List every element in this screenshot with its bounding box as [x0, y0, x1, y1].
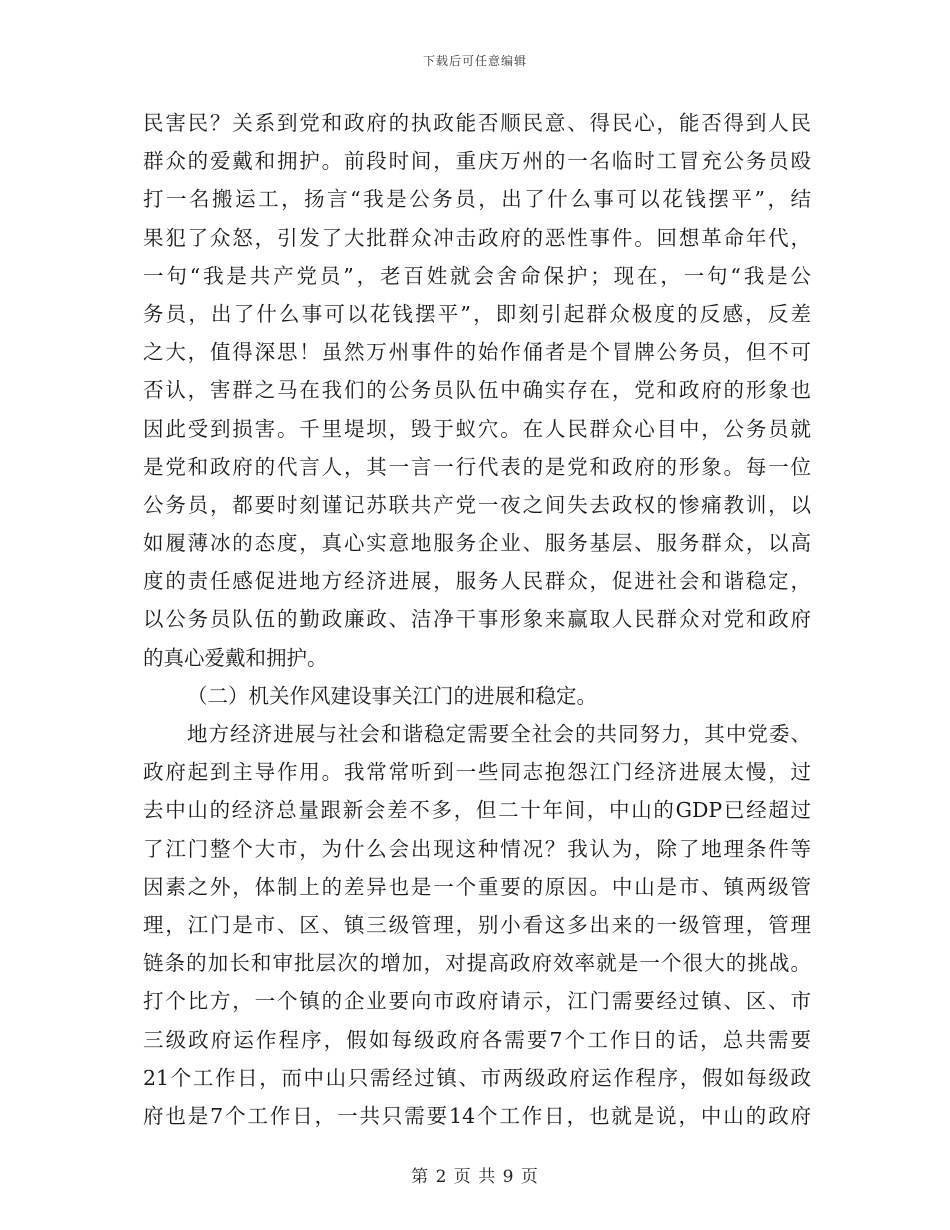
text-line: 如履薄冰的态度，真心实意地服务企业、服务基层、服务群众，以高 — [143, 531, 811, 556]
page-header-note: 下载后可任意编辑 — [422, 54, 527, 68]
text-line: 因素之外，体制上的差异也是一个重要的原因。中山是市、镇两级管 — [143, 874, 811, 899]
text-line: 21个工作日，而中山只需经过镇、市两级政府运作程序，假如每级政 — [143, 1065, 811, 1090]
text-line: 去中山的经济总量跟新会差不多，但二十年间，中山的GDP已经超过 — [143, 798, 811, 823]
document-body — [143, 104, 811, 1135]
text-line: 因此受到损害。千里堤坝，毁于蚁穴。在人民群众心目中，公务员就 — [143, 416, 811, 441]
paragraph-first-line: 地方经济进展与社会和谐稳定需要全社会的共同努力，其中党委、 — [187, 722, 811, 746]
text-line: 务员，出了什么事可以花钱摆平”，即刻引起群众极度的反感，反差 — [143, 301, 811, 326]
text-line: 公务员，都要时刻谨记苏联共产党一夜之间失去政权的惨痛教训，以 — [143, 492, 811, 517]
text-line: 打一名搬运工，扬言“我是公务员，出了什么事可以花钱摆平”，结 — [143, 187, 811, 212]
text-line: 以公务员队伍的勤政廉政、洁净干事形象来赢取人民群众对党和政府 — [143, 607, 811, 632]
text-line: 打个比方，一个镇的企业要向市政府请示，江门需要经过镇、区、市 — [143, 989, 811, 1014]
text-line: 理，江门是市、区、镇三级管理，别小看这多出来的一级管理，管理 — [143, 912, 811, 937]
text-line: 度的责任感促进地方经济进展，服务人民群众，促进社会和谐稳定， — [143, 569, 811, 594]
text-line: 政府起到主导作用。我常常听到一些同志抱怨江门经济进展太慢，过 — [143, 760, 811, 785]
text-line: 链条的加长和审批层次的增加，对提高政府效率就是一个很大的挑战。 — [143, 951, 811, 976]
text-line: 果犯了众怒，引发了大批群众冲击政府的恶性事件。回想革命年代， — [143, 225, 811, 250]
text-line: 否认，害群之马在我们的公务员队伍中确实存在，党和政府的形象也 — [143, 378, 811, 403]
text-line: 府也是7个工作日，一共只需要14个工作日，也就是说，中山的政府 — [143, 1103, 811, 1128]
text-line: 是党和政府的代言人，其一言一行代表的是党和政府的形象。每一位 — [143, 454, 811, 479]
text-line: 一句“我是共产党员”，老百姓就会舍命保护；现在，一句“我是公 — [143, 263, 811, 288]
text-line: 的真心爱戴和拥护。 — [143, 645, 328, 670]
text-line: 了江门整个大市，为什么会出现这种情况？我认为，除了地理条件等 — [143, 836, 811, 861]
section-heading: （二）机关作风建设事关江门的进展和稳定。 — [187, 683, 597, 708]
text-line: 民害民？关系到党和政府的执政能否顺民意、得民心，能否得到人民 — [143, 111, 811, 135]
text-line: 群众的爱戴和拥护。前段时间，重庆万州的一名临时工冒充公务员殴 — [143, 149, 811, 174]
text-line: 之大，值得深思！虽然万州事件的始作俑者是个冒牌公务员，但不可 — [143, 340, 811, 365]
text-line: 三级政府运作程序，假如每级政府各需要7个工作日的话，总共需要 — [143, 1027, 811, 1052]
page-number-footer: 第 2 页 共 9 页 — [411, 1167, 539, 1187]
